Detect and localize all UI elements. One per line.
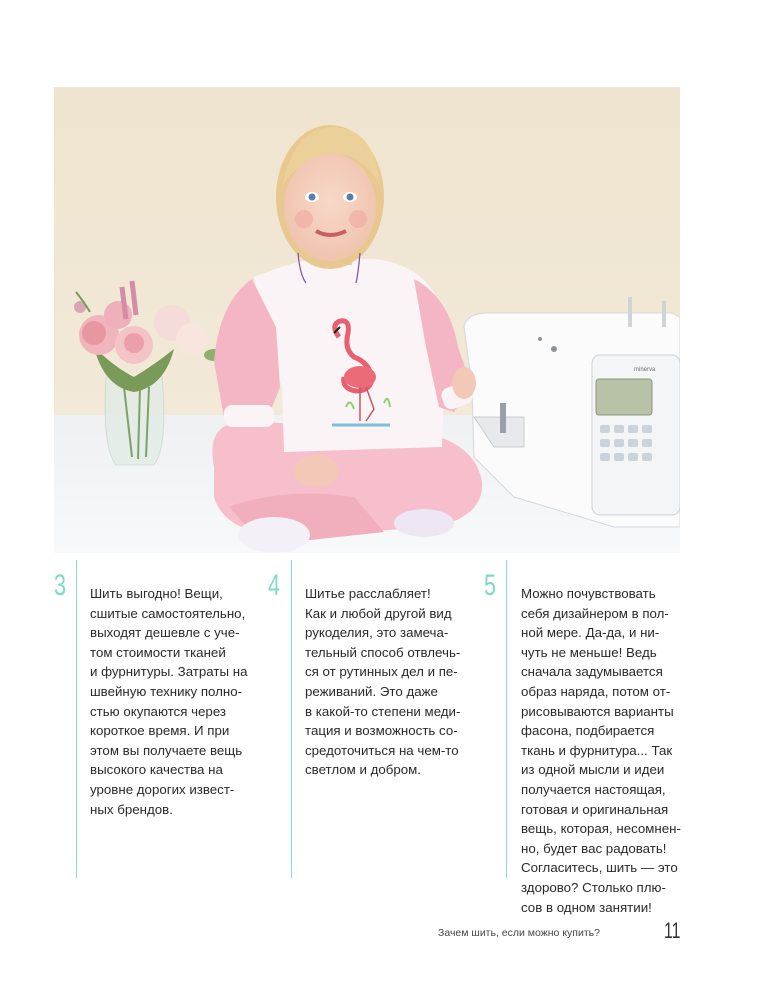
svg-text:minerva: minerva (634, 367, 656, 373)
column-text: Шить выгодно! Вещи, сшитые самостоятельно, выходят дешевле с уче- том стоимости тканей и фурнитуры. Затраты на швейную технику полно- стью окупаются через короткое время. И при этом вы получаете вещь высокого качества на уровне дорогих извест- ных брендов. (90, 586, 248, 817)
running-footer-caption: Зачем шить, если можно купить? (438, 927, 600, 939)
column-number: 3 (54, 569, 67, 602)
page-number: 11 (664, 918, 681, 943)
photo-girl-sewing-machine-icon (54, 87, 680, 553)
column-divider (76, 560, 77, 878)
column-divider (291, 560, 292, 878)
column-divider (506, 560, 507, 878)
column-text: Шитье расслабляет! Как и любой другой вид рукоделия, это замеча- тельный способ отвлечь- ся от рутинных дел и пе- реживаний. Это даже в какой-то степени меди- тация и возможность со- средоточиться на чем-то светлом и добром. (305, 586, 461, 778)
column-text: Можно почувствовать себя дизайнером в пол- ной мере. Да-да, и ни- чуть не меньше! Ведь сначала задумывается образ наряда, потом от- рисовываются варианты фасона, подбирается ткань и фурнитура... Так из одной мысли и идеи получается настоящая, готовая и оригинальная вещь, которая, несомнен- но, будет вас радовать! Согласитесь, шить — это здорово? Столько плю- сов в одном занятии! (521, 586, 681, 915)
column-number: 4 (268, 569, 281, 602)
column-number: 5 (484, 569, 497, 602)
hero-photo (54, 87, 680, 553)
